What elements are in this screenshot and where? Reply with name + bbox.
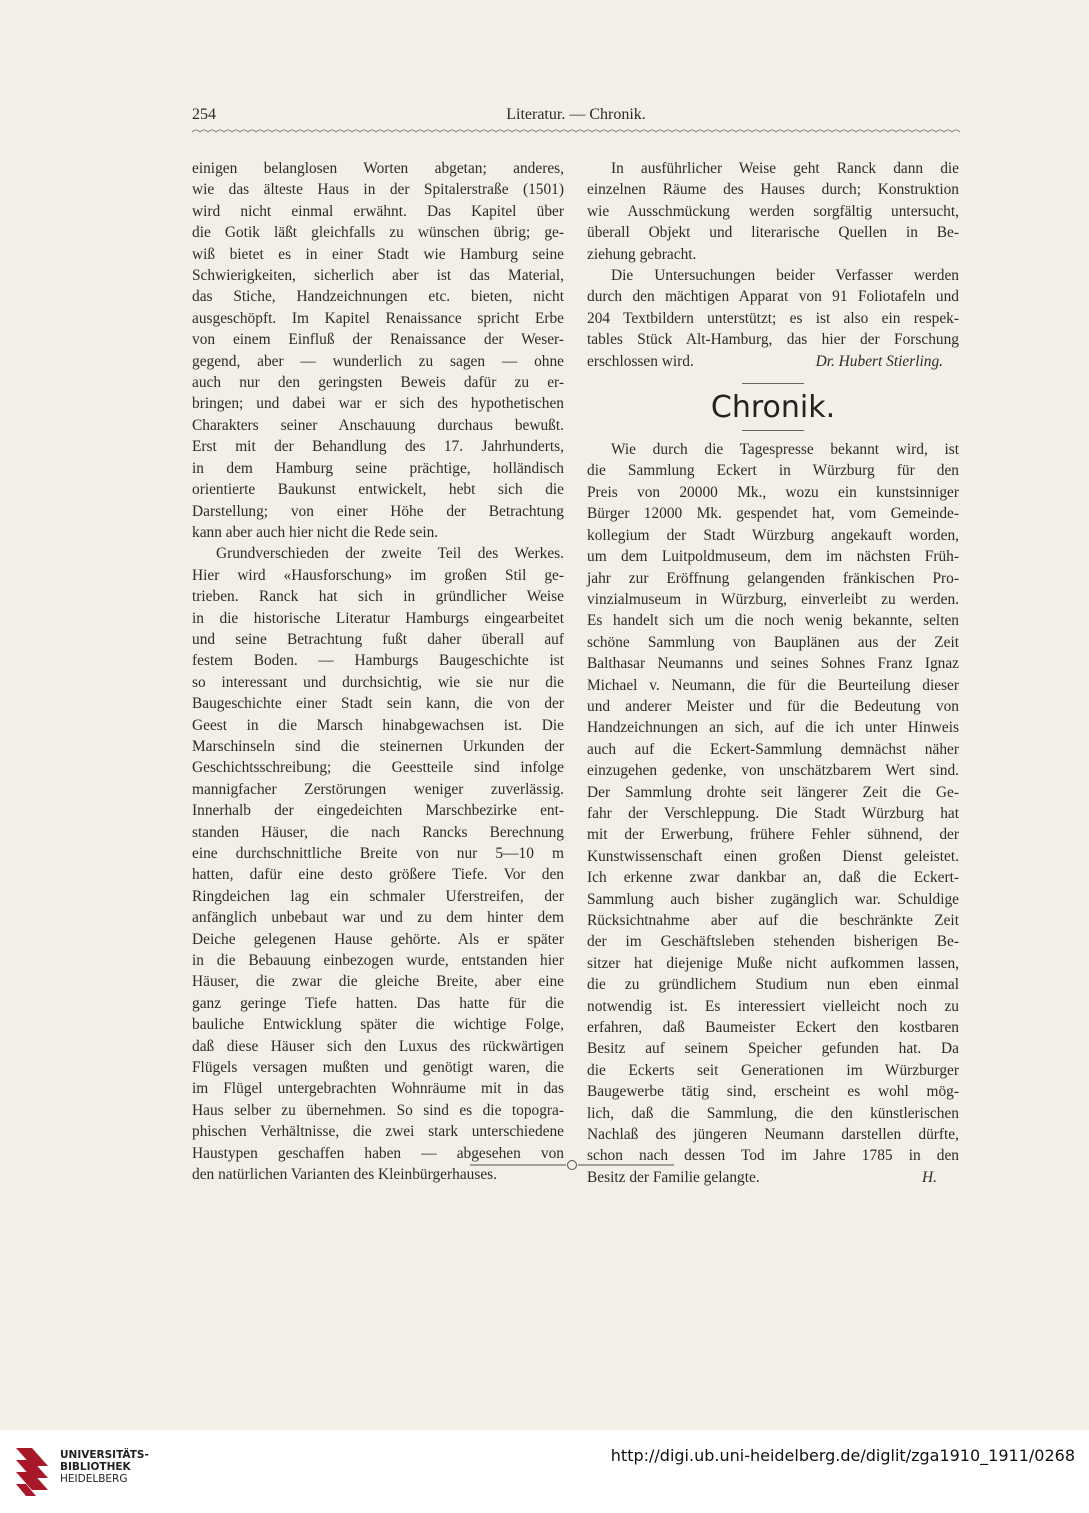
text-line: Die Untersuchungen beider Verfasser werden <box>611 267 959 285</box>
text-line: in dem Hamburg seine prächtige, holländisch <box>192 459 564 477</box>
text-line: Bürger 12000 Mk. gespendet hat, vom Gemeinde- <box>587 505 959 523</box>
text-line: Deiche gelegenen Hause gehörte. Als er später <box>192 930 564 948</box>
library-line-1: UNIVERSITÄTS- <box>60 1449 149 1461</box>
text-line: Baugeschichte einer Stadt sein kann, die von der <box>192 695 564 713</box>
text-line: Kunstwissenschaft einen großen Dienst geleistet. <box>587 847 959 865</box>
section-divider-bottom <box>742 430 804 431</box>
left-column <box>192 158 564 1186</box>
text-line: einzugehen gedenke, von unschätzbarem Wert sind. <box>587 762 959 780</box>
chronik-author: H. <box>922 1168 937 1186</box>
text-line: durch den mächtigen Apparat von 91 Foliotafeln und <box>587 288 959 306</box>
text-line: Schwierigkeiten, sicherlich aber ist das Material, <box>192 267 564 285</box>
text-line: jahr zur Eröffnung gelangenden fränkischen Pro- <box>587 569 959 587</box>
header-wavy-rule <box>192 128 960 136</box>
library-name <box>60 1449 149 1485</box>
text-line: Geest in die Marsch hinabgewachsen ist. Die <box>192 716 564 734</box>
text-line: sitzer hat diejenige Muße nicht aufkommen lassen, <box>587 954 959 972</box>
text-line: Häuser, die zwar die gleiche Breite, aber eine <box>192 973 564 991</box>
section-divider-top <box>742 383 804 384</box>
text-line: Geschichtsschreibung; die Geestteile sind infolge <box>192 759 564 777</box>
text-line: fahr der Verschleppung. Die Stadt Würzburg hat <box>587 804 959 822</box>
text-line: gegend, aber — wunderlich zu sagen — ohne <box>192 352 564 370</box>
text-line: die Sammlung Eckert in Würzburg für den <box>587 462 959 480</box>
text-line: vinzialmuseum in Würzburg, einverleibt zu werden. <box>587 590 959 608</box>
text-line: Balthasar Neumanns und seines Sohnes Franz Ignaz <box>587 655 959 673</box>
text-line: hatten, dafür eine desto größere Tiefe. Vor den <box>192 866 564 884</box>
footer-bar <box>0 1430 1089 1513</box>
text-line: Besitz auf seinem Speicher gefunden hat. Da <box>587 1040 959 1058</box>
text-line: auch auf die Eckert-Sammlung demnächst näher <box>587 740 959 758</box>
text-line: Rücksichtnahme aber auf die beschränkte Zeit <box>587 912 959 929</box>
text-line: auch nur den geringsten Beweis dafür zu er- <box>192 374 564 392</box>
text-line: 204 Textbildern unterstützt; es ist also ein respek- <box>587 309 959 327</box>
library-line-3: HEIDELBERG <box>60 1473 128 1485</box>
text-line: wiß bietet es in einer Stadt wie Hamburg seine <box>192 245 564 263</box>
page-number: 254 <box>192 106 216 123</box>
text-line: in die historische Literatur Hamburgs eingearbeitet <box>192 609 564 627</box>
review-author: Dr. Hubert Stierling. <box>815 352 943 370</box>
text-line: Nachlaß des jüngeren Neumann darstellen dürfte, <box>587 1126 959 1144</box>
text-line: der im Geschäftsleben stehenden bisherigen Be- <box>587 933 959 951</box>
text-line: schon nach dessen Tod im Jahre 1785 in den <box>587 1147 959 1165</box>
review-signature-text: erschlossen wird. <box>587 352 694 370</box>
text-line: wie das älteste Haus in der Spitalerstraße (1501) <box>192 181 564 199</box>
text-line: daß diese Häuser sich den Luxus des rückwärtigen <box>192 1037 564 1055</box>
text-line: und seine Betrachtung fußt daher überall auf <box>192 630 564 648</box>
text-line: Innerhalb der eingedeichten Marschbezirke ent- <box>192 802 564 820</box>
review-continuation <box>587 158 959 351</box>
text-line: Handzeichnungen an sich, auf die ich unter Hinweis <box>587 719 959 737</box>
text-line: in die Bebauung einbezogen wurde, entstanden hier <box>192 952 564 970</box>
text-line: Haustypen geschaffen haben — abgesehen von <box>192 1144 564 1162</box>
text-line: von einem Einfluß der Renaissance der Weser- <box>192 331 564 349</box>
text-line: standen Häuser, die nach Rancks Berechnung <box>192 823 564 841</box>
text-line: Marschinseln sind die steinernen Urkunden der <box>192 737 564 755</box>
text-line: ausgeschöpft. Im Kapitel Renaissance spricht Erbe <box>192 309 564 327</box>
text-line: Wie durch die Tagespresse bekannt wird, ist <box>611 441 959 459</box>
text-line: Ich erkenne zwar dankbar an, daß die Eckert- <box>587 869 959 887</box>
text-line: kollegium der Stadt Würzburg angekauft worden, <box>587 526 959 544</box>
source-url-link[interactable]: http://digi.ub.uni-heidelberg.de/diglit/zga1910_1911/0268 <box>610 1446 1075 1465</box>
text-line: die Gotik läßt gleichfalls zu wünschen übrig; ge- <box>192 224 564 242</box>
text-line: orientierte Baukunst entwickelt, hebt sich die <box>192 481 564 499</box>
library-line-2: BIBLIOTHEK <box>60 1461 131 1473</box>
text-line: Haus selber zu übernehmen. So sind es die topogra- <box>192 1101 564 1119</box>
text-line: kann aber auch hier nicht die Rede sein. <box>192 523 439 541</box>
text-line: einigen belanglosen Worten abgetan; anderes, <box>192 160 564 177</box>
text-line: anfänglich unbebaut war und zu dem hinter dem <box>192 909 564 927</box>
review-signature-line <box>587 351 959 372</box>
text-line: Der Sammlung drohte seit längerer Zeit die Ge- <box>587 783 959 801</box>
text-line: Es handelt sich um die noch wenig bekannte, selten <box>587 612 959 630</box>
heidelberg-library-logo-icon <box>10 1444 54 1500</box>
text-line: notwendig ist. Es interessiert vielleicht noch zu <box>587 997 959 1015</box>
text-line: schöne Sammlung von Bauplänen aus der Zeit <box>587 633 959 651</box>
text-line: bringen; und dabei war er sich des hypothetischen <box>192 395 564 413</box>
end-ornament <box>470 1158 674 1172</box>
text-line: erfahren, daß Baumeister Eckert den kostbaren <box>587 1019 959 1037</box>
text-line: Flügels versagen mußten und genötigt waren, die <box>192 1059 564 1077</box>
text-line: und anderer Meister und für die Bedeutung von <box>587 697 959 715</box>
chronik-article <box>587 439 959 1167</box>
text-line: das Stiche, Handzeichnungen etc. bieten, nicht <box>192 288 564 306</box>
text-line: die Eckerts seit Generationen im Würzburger <box>587 1061 959 1079</box>
chronik-signature-text: Besitz der Familie gelangte. <box>587 1168 760 1186</box>
text-line: eine durchschnittliche Breite von nur 5—10 m <box>192 845 564 862</box>
text-line: den natürlichen Varianten des Kleinbürgerhauses. <box>192 1166 498 1184</box>
text-line: wie Ausschmückung werden sorgfältig untersucht, <box>587 202 959 220</box>
text-line: ziehung gebracht. <box>587 245 697 263</box>
text-line: Ringdeichen lag ein schmaler Uferstreifen, der <box>192 887 564 905</box>
text-line: Hier wird «Hausforschung» im großen Stil ge- <box>192 566 564 584</box>
text-line: festem Boden. — Hamburgs Baugeschichte ist <box>192 652 564 670</box>
text-line: Baugewerbe tätig sind, erscheint es wohl mög- <box>587 1083 959 1101</box>
section-title: Chronik. <box>710 390 836 426</box>
running-title: Literatur. — Chronik. <box>506 106 646 123</box>
text-line: tables Stück Alt-Hamburg, das hier der Forschung <box>587 331 959 349</box>
text-line: um dem Luitpoldmuseum, dem im nächsten Früh- <box>587 548 959 566</box>
text-line: mannigfacher Zerstörungen weniger zuverlässig. <box>192 780 564 798</box>
text-line: Sammlung auch bisher zugänglich war. Schuldige <box>587 890 959 908</box>
text-line: im Flügel untergebrachten Wohnräume mit in das <box>192 1080 564 1098</box>
text-line: Charakters seiner Anschauung durchaus bewußt. <box>192 416 564 434</box>
text-line: In ausführlicher Weise geht Ranck dann die <box>611 160 959 177</box>
text-line: Grundverschieden der zweite Teil des Werkes. <box>216 545 564 563</box>
text-line: wird nicht einmal erwähnt. Das Kapitel über <box>192 202 564 220</box>
text-line: lich, daß die Sammlung, die den künstlerischen <box>587 1104 959 1122</box>
text-line: so interessant und durchsichtig, wie sie nur die <box>192 673 564 691</box>
text-line: einzelnen Räume des Hauses durch; Konstruktion <box>587 181 959 199</box>
text-line: trieben. Ranck hat sich in gründlicher Weise <box>192 588 564 606</box>
text-line: ganz geringe Tiefe hatten. Das hatte für die <box>192 994 564 1012</box>
right-column <box>587 158 959 1188</box>
text-line: Darstellung; von einer Höhe der Betrachtung <box>192 502 564 520</box>
text-line: Erst mit der Behandlung des 17. Jahrhunderts, <box>192 438 564 456</box>
text-line: die zu gründlichem Studium nun eben einmal <box>587 976 959 994</box>
text-line: mit der Erwerbung, frühere Fehler sühnend, der <box>587 826 959 844</box>
running-header <box>192 106 960 130</box>
text-line: Preis von 20000 Mk., wozu ein kunstsinniger <box>587 483 959 501</box>
text-line: Michael v. Neumann, die für die Beurteilung dieser <box>587 676 959 694</box>
text-line: bauliche Entwicklung später die wichtige Folge, <box>192 1016 564 1034</box>
text-line: überall Objekt und literarische Quellen in Be- <box>587 224 959 242</box>
text-line: phischen Verhältnisse, die zwei stark unterschiedene <box>192 1123 564 1141</box>
